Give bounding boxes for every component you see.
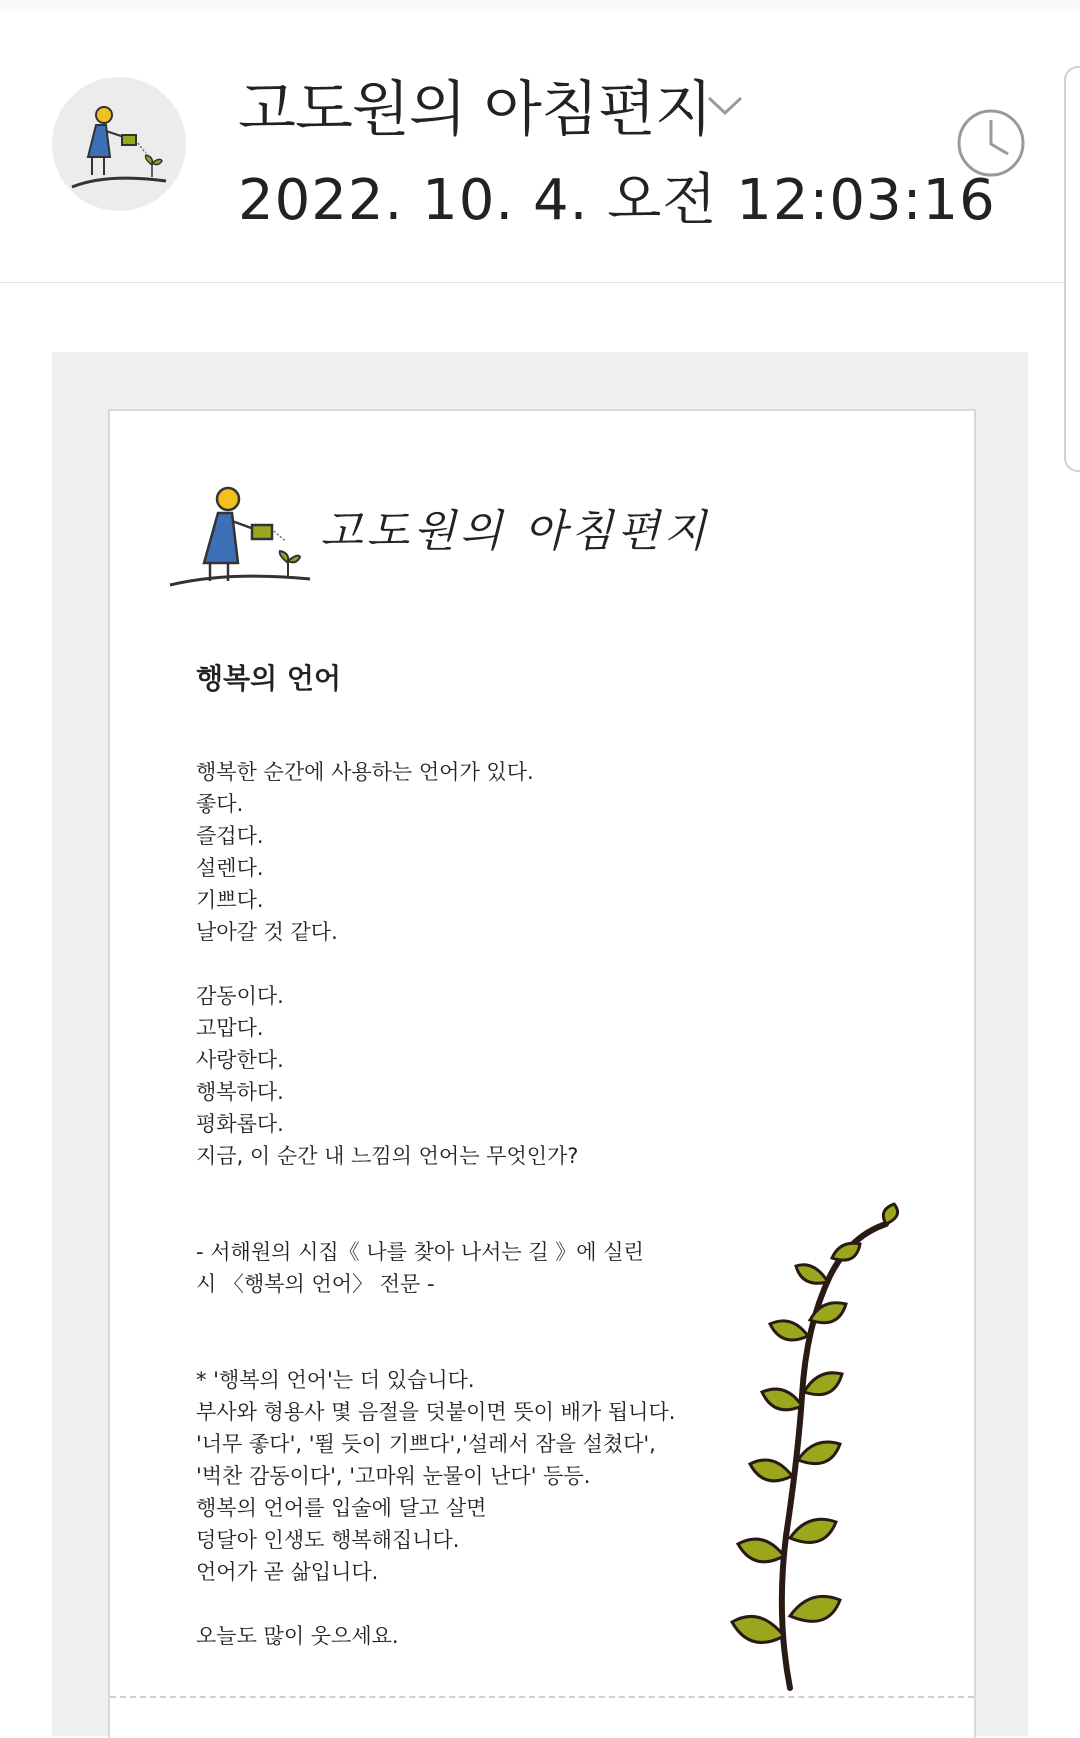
body-line: 기쁘다. [196,888,264,912]
gardener-avatar-icon [66,95,172,195]
body-line: 행복하다. [196,1080,284,1104]
source-line: - 서해원의 시집《 나를 찾아 나서는 길 》에 실린 [196,1240,644,1264]
note-line: * '행복의 언어'는 더 있습니다. [196,1368,475,1392]
note-line: '너무 좋다', '뛸 듯이 기쁘다','설레서 잠을 설쳤다', [196,1432,656,1456]
blank-line [196,1172,675,1236]
body-line: 즐겁다. [196,824,264,848]
note-line: 덩달아 인생도 행복해집니다. [196,1528,460,1552]
blank-line [196,1300,675,1364]
note-line: 언어가 곧 삶입니다. [196,1560,379,1584]
divider [110,1696,974,1698]
mail-header [0,12,1080,283]
body-line: 날아갈 것 같다. [196,920,338,944]
closing-line: 오늘도 많이 웃으세요. [196,1624,399,1648]
logo-text: 고도원의 아침편지 [320,506,711,557]
blank-line [196,948,675,980]
scrollbar-handle[interactable] [1064,66,1080,472]
body-line: 좋다. [196,792,244,816]
letter-card [108,409,976,1738]
vine-illustration [710,1196,910,1696]
letter-title: 행복의 언어 [196,662,341,695]
body-line: 평화롭다. [196,1112,284,1136]
blank-line [196,1588,675,1620]
chevron-down-icon[interactable] [706,94,744,118]
body-line: 고맙다. [196,1016,264,1040]
source-line: 시 〈행복의 언어〉 전문 - [196,1272,435,1296]
letter-logo [168,481,711,595]
note-line: 부사와 형용사 몇 음절을 덧붙이면 뜻이 배가 됩니다. [196,1400,676,1424]
clock-icon[interactable] [956,108,1026,178]
letter-body [196,756,675,1652]
received-datetime: 2022. 10. 4. 오전 12:03:16 [238,168,996,233]
body-line: 사랑한다. [196,1048,284,1072]
body-line: 설렌다. [196,856,264,880]
body-line: 지금, 이 순간 내 느낌의 언어는 무엇인가? [196,1144,579,1168]
note-line: 행복의 언어를 입술에 달고 살면 [196,1496,487,1520]
note-line: '벅찬 감동이다', '고마워 눈물이 난다' 등등. [196,1464,591,1488]
sender-name[interactable]: 고도원의 아침편지 [238,75,712,145]
body-line: 행복한 순간에 사용하는 언어가 있다. [196,760,534,784]
body-line: 감동이다. [196,984,284,1008]
sender-avatar[interactable] [52,77,186,211]
